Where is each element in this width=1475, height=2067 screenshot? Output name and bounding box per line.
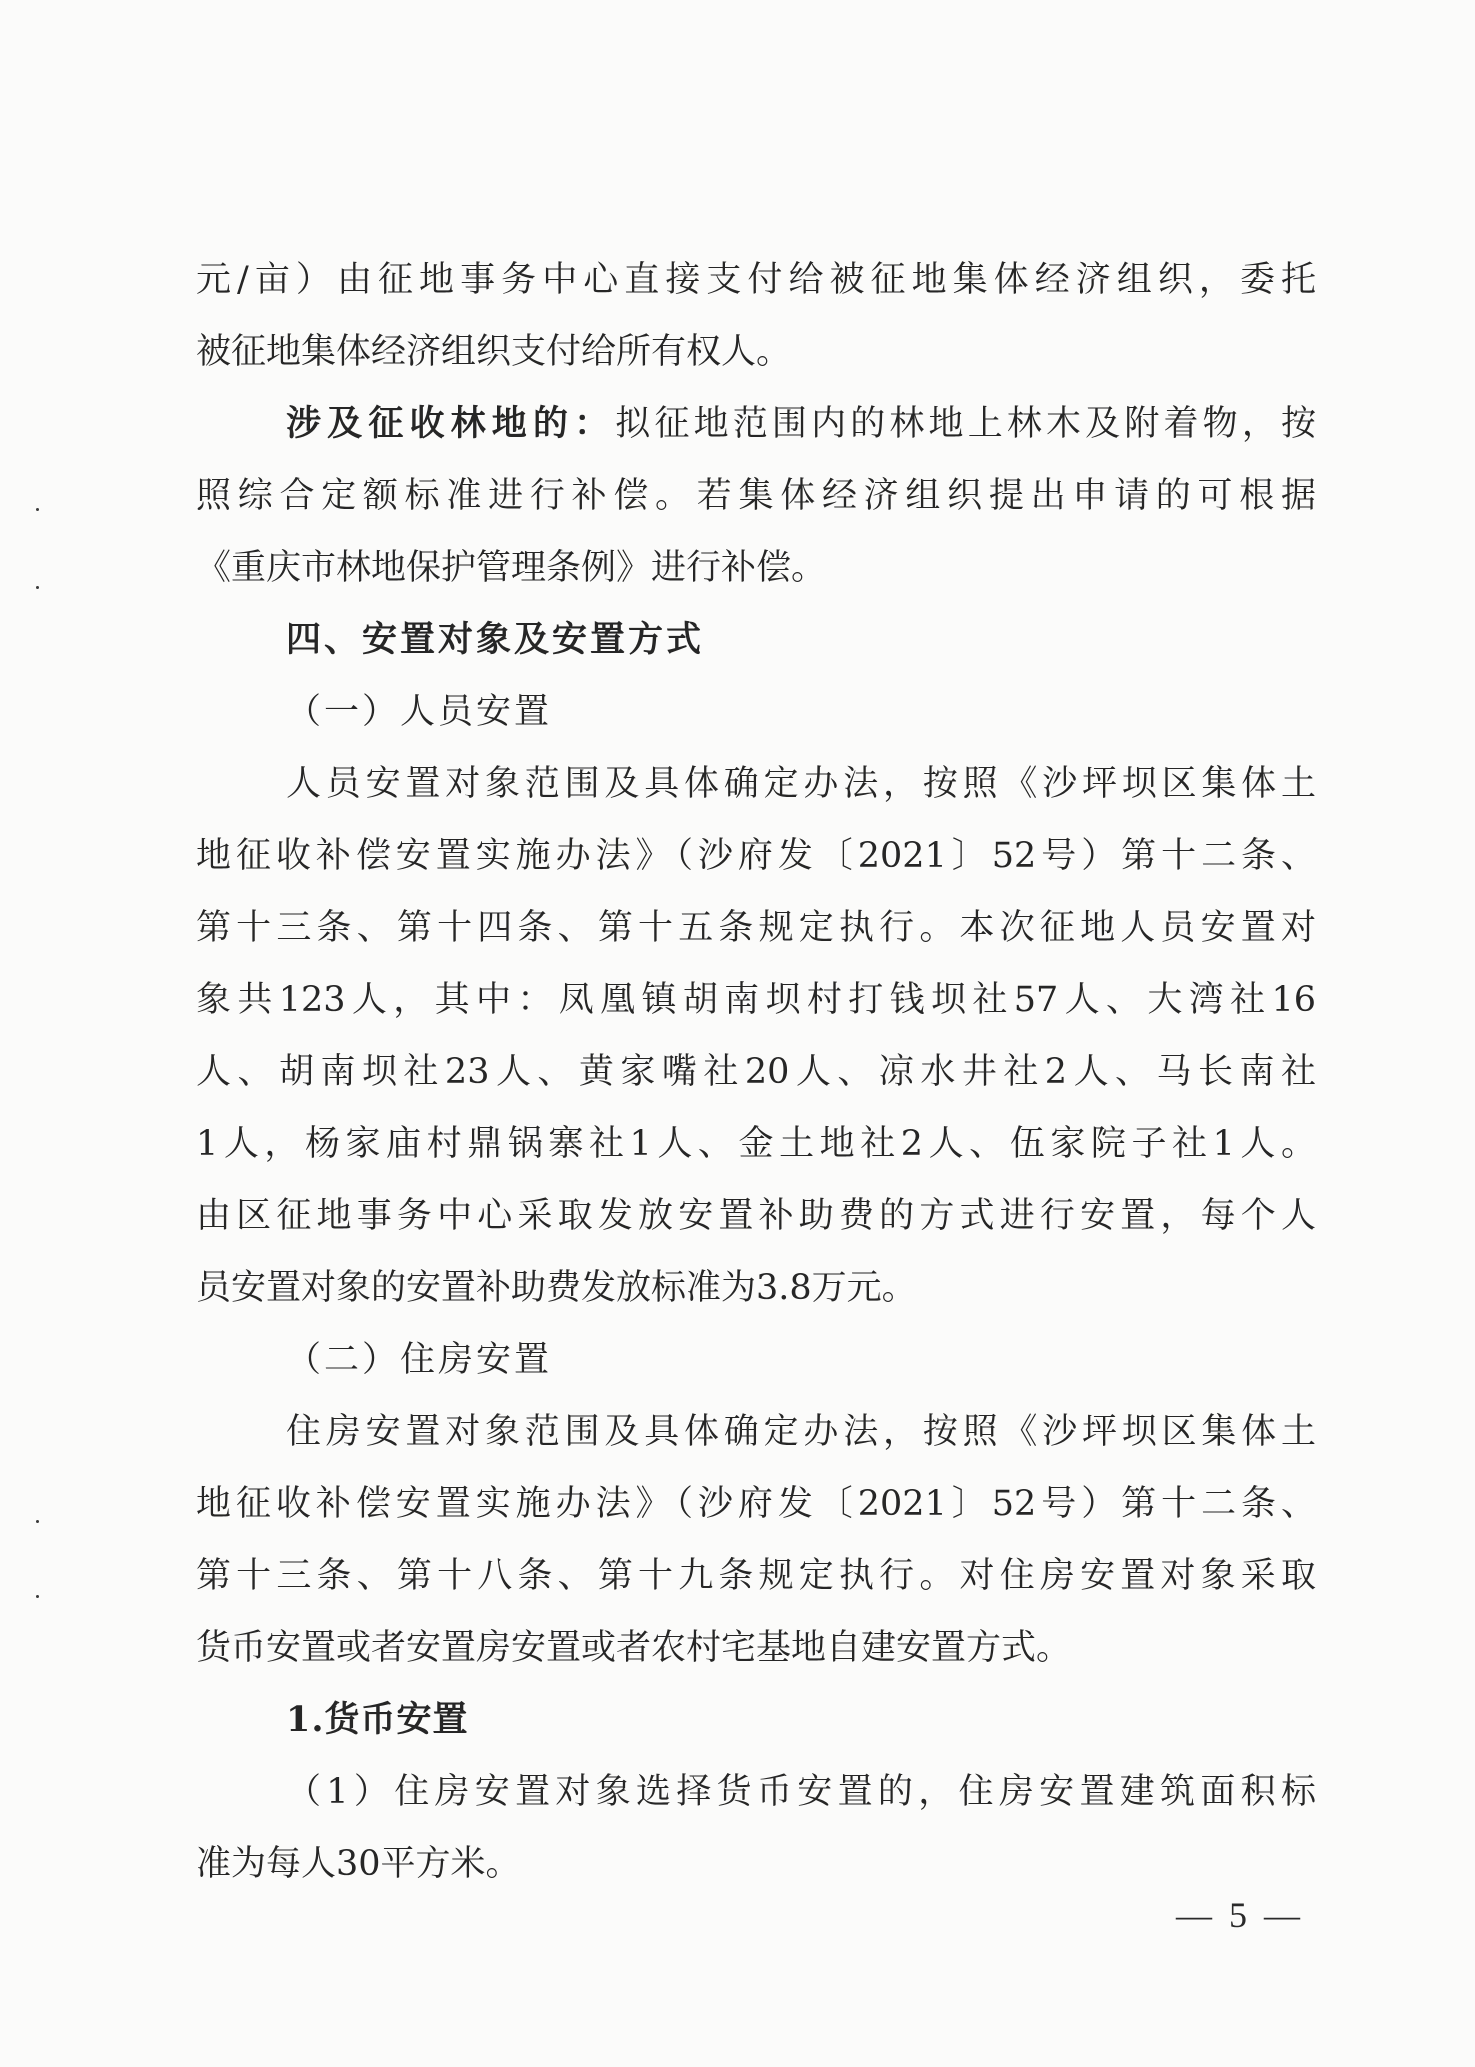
text-line: 第十三条、第十八条、第十九条规定执行。对住房安置对象采取 <box>196 1556 1316 1596</box>
binding-hole-mark <box>36 1520 39 1523</box>
text-line: 1人，杨家庙村鼎锅寨社1人、金土地社2人、伍家院子社1人。 <box>196 1124 1316 1164</box>
binding-hole-mark <box>36 586 39 589</box>
text-line: 住房安置对象范围及具体确定办法，按照《沙坪坝区集体土 <box>286 1412 1316 1452</box>
binding-hole-mark <box>36 1595 39 1598</box>
text-line: 《重庆市林地保护管理条例》进行补偿。 <box>196 548 827 588</box>
subsection-heading: （一）人员安置 <box>286 692 553 732</box>
text-line: 元/亩）由征地事务中心直接支付给被征地集体经济组织，委托 <box>196 260 1316 300</box>
text-line: 由区征地事务中心采取发放安置补助费的方式进行安置，每个人 <box>196 1196 1316 1236</box>
text-line: 人、胡南坝社23人、黄家嘴社20人、凉水井社2人、马长南社 <box>196 1052 1316 1092</box>
text-line: 地征收补偿安置实施办法》（沙府发〔2021〕52号）第十二条、 <box>196 1484 1316 1524</box>
text-line: 准为每人30平方米。 <box>196 1844 521 1884</box>
binding-hole-mark <box>36 508 39 511</box>
text-line: 员安置对象的安置补助费发放标准为3.8万元。 <box>196 1268 917 1308</box>
text-line: 地征收补偿安置实施办法》（沙府发〔2021〕52号）第十二条、 <box>196 836 1316 876</box>
item-heading: 1.货币安置 <box>286 1699 469 1740</box>
text-line: 货币安置或者安置房安置或者农村宅基地自建安置方式。 <box>196 1628 1072 1668</box>
text-line: 第十三条、第十四条、第十五条规定执行。本次征地人员安置对 <box>196 908 1316 948</box>
paragraph-lead-rest: 拟征地范围内的林地上林木及附着物，按 <box>615 404 1316 444</box>
text-line: 象共123人，其中：凤凰镇胡南坝村打钱坝社57人、大湾社16 <box>196 980 1316 1020</box>
page-number: — 5 — <box>1176 1895 1304 1935</box>
text-line <box>286 400 1316 448</box>
text-line: （1）住房安置对象选择货币安置的，住房安置建筑面积标 <box>286 1772 1316 1812</box>
paragraph-lead: 涉及征收林地的： <box>286 403 616 444</box>
section-heading: 四、安置对象及安置方式 <box>286 619 705 660</box>
text-line: 被征地集体经济组织支付给所有权人。 <box>196 332 792 372</box>
text-line: 人员安置对象范围及具体确定办法，按照《沙坪坝区集体土 <box>286 764 1316 804</box>
subsection-heading: （二）住房安置 <box>286 1340 553 1380</box>
text-line: 照综合定额标准进行补偿。若集体经济组织提出申请的可根据 <box>196 476 1316 516</box>
